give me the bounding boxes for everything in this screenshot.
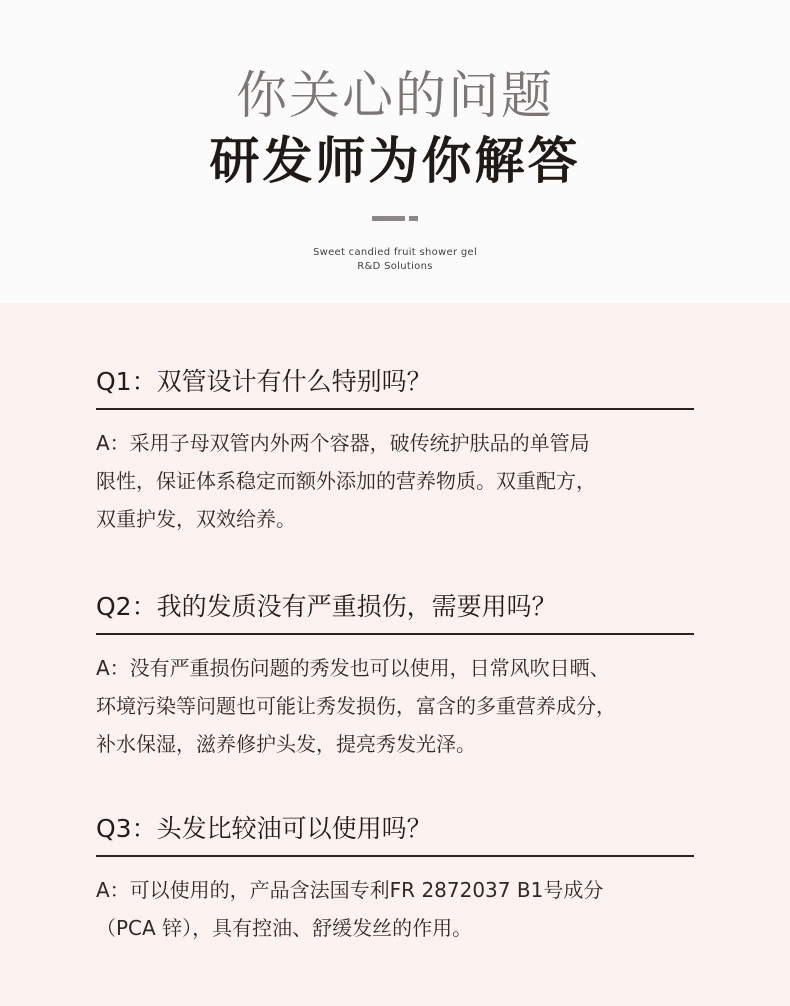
- subtitle-english: Sweet candied fruit shower gel: [312, 247, 478, 258]
- faq-answer: A：可以使用的，产品含法国专利FR 2872037 B1号成分 （PCA 锌），具有控油、舒缓发丝的作用。: [96, 878, 604, 940]
- faq-rule: [96, 408, 694, 410]
- divider-short-bar: [409, 216, 418, 221]
- faq-rule: [96, 855, 694, 857]
- faq-question: Q3：头发比较油可以使用吗？: [96, 814, 432, 843]
- divider-long-bar: [372, 216, 405, 221]
- title-bold: 研发师为你解答: [209, 132, 581, 190]
- title-light: 你关心的问题: [235, 67, 554, 126]
- faq-answer: A：没有严重损伤问题的秀发也可以使用，日常风吹日晒、 环境污染等问题也可能让秀发损伤，富含的多重营养成分， 补水保湿，滋养修护头发，提亮秀发光泽。: [96, 656, 616, 756]
- faq-section: [0, 303, 790, 1006]
- faq-question: Q1：双管设计有什么特别吗？: [96, 367, 432, 396]
- faq-question: Q2：我的发质没有严重损伤，需要用吗？: [96, 592, 557, 621]
- title-divider: [372, 216, 418, 221]
- faq-rule: [96, 633, 694, 635]
- faq-item: [96, 590, 696, 763]
- faq-item: [96, 812, 696, 947]
- subtitle-solutions: R&D Solutions: [357, 261, 433, 272]
- faq-item: [96, 365, 696, 538]
- faq-answer: A：采用子母双管内外两个容器，破传统护肤品的单管局 限性，保证体系稳定而额外添加的营养物质。双重配方， 双重护发，双效给养。: [96, 431, 596, 531]
- header-section: [0, 0, 790, 303]
